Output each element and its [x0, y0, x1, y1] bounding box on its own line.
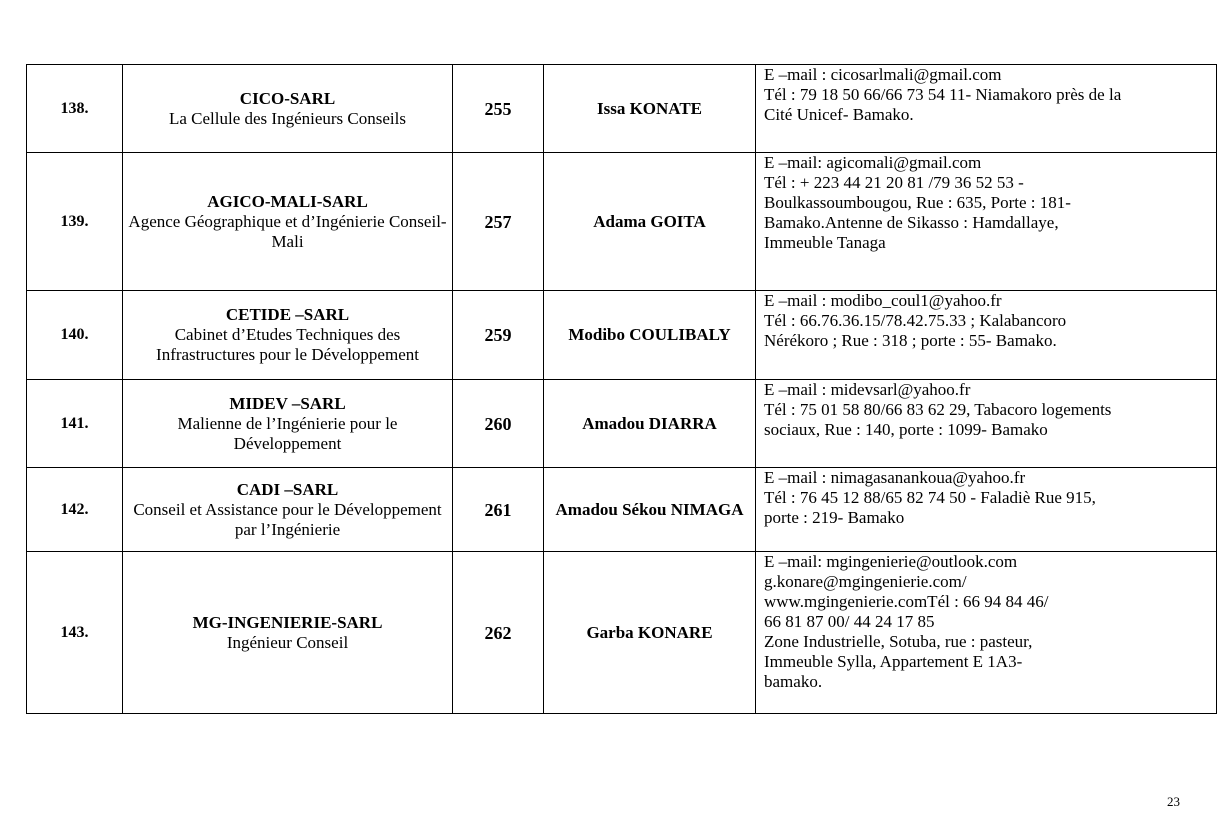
firm-full-name: La Cellule des Ingénieurs Conseils	[168, 108, 406, 128]
contact-line: Immeuble Tanaga	[764, 233, 886, 252]
firm-registry-table	[26, 64, 1217, 714]
contact-line: Immeuble Sylla, Appartement E 1A3-	[764, 652, 1023, 671]
row-number: 140.	[27, 291, 123, 380]
contact-line: Tél : + 223 44 21 20 81 /79 36 52 53 -	[764, 173, 1024, 192]
firm-cell	[123, 380, 453, 468]
manager-name: Garba KONARE	[544, 552, 756, 714]
firm-full-name: Conseil et Assistance pour le Développement par l’Ingénierie	[133, 499, 442, 539]
contact-line: E –mail : cicosarlmali@gmail.com	[764, 65, 1002, 84]
row-number: 142.	[27, 468, 123, 552]
contact-cell	[756, 65, 1217, 153]
agreement-number: 259	[453, 291, 544, 380]
table-row	[27, 380, 1217, 468]
contact-line: Boulkassoumbougou, Rue : 635, Porte : 181-	[764, 193, 1071, 212]
contact-line: Tél : 66.76.36.15/78.42.75.33 ; Kalabancoro	[764, 311, 1067, 330]
table-row	[27, 291, 1217, 380]
agreement-number: 261	[453, 468, 544, 552]
manager-name: Modibo COULIBALY	[544, 291, 756, 380]
contact-line: E –mail: mgingenierie@outlook.com	[764, 552, 1018, 571]
contact-line: g.konare@mgingenierie.com/	[764, 572, 967, 591]
contact-line: Tél : 75 01 58 80/66 83 62 29, Tabacoro logements	[764, 400, 1112, 419]
firm-full-name: Malienne de l’Ingénierie pour le Développement	[177, 413, 398, 453]
manager-name: Issa KONATE	[544, 65, 756, 153]
contact-line: E –mail : midevsarl@yahoo.fr	[764, 380, 971, 399]
firm-short-name: CICO-SARL	[239, 88, 336, 108]
contact-line: Bamako.Antenne de Sikasso : Hamdallaye,	[764, 213, 1059, 232]
table-row	[27, 153, 1217, 291]
firm-cell	[123, 552, 453, 714]
firm-full-name: Agence Géographique et d’Ingénierie Conseil- Mali	[128, 211, 447, 251]
contact-cell	[756, 552, 1217, 714]
manager-name: Amadou DIARRA	[544, 380, 756, 468]
agreement-number: 262	[453, 552, 544, 714]
contact-cell	[756, 468, 1217, 552]
firm-short-name: AGICO-MALI-SARL	[207, 191, 368, 211]
contact-line: 66 81 87 00/ 44 24 17 85	[764, 612, 935, 631]
firm-short-name: MG-INGENIERIE-SARL	[192, 612, 383, 632]
contact-line: Nérékoro ; Rue : 318 ; porte : 55- Bamako.	[764, 331, 1057, 350]
contact-line: www.mgingenierie.comTél : 66 94 84 46/	[764, 592, 1049, 611]
contact-cell	[756, 380, 1217, 468]
firm-short-name: CETIDE –SARL	[225, 305, 350, 324]
table-row	[27, 468, 1217, 552]
manager-name: Adama GOITA	[544, 153, 756, 291]
manager-name: Amadou Sékou NIMAGA	[544, 468, 756, 552]
contact-line: bamako.	[764, 672, 823, 691]
firm-full-name: Ingénieur Conseil	[226, 632, 349, 652]
contact-line: E –mail: agicomali@gmail.com	[764, 153, 982, 172]
contact-line: Cité Unicef- Bamako.	[764, 105, 914, 124]
firm-short-name: CADI –SARL	[236, 479, 339, 499]
row-number: 141.	[27, 380, 123, 468]
firm-cell	[123, 153, 453, 291]
contact-line: E –mail : modibo_coul1@yahoo.fr	[764, 291, 1002, 310]
row-number: 139.	[27, 153, 123, 291]
row-number: 143.	[27, 552, 123, 714]
table-row	[27, 552, 1217, 714]
contact-line: sociaux, Rue : 140, porte : 1099- Bamako	[764, 420, 1048, 439]
table-row	[27, 65, 1217, 153]
agreement-number: 257	[453, 153, 544, 291]
firm-cell	[123, 468, 453, 552]
firm-cell	[123, 291, 453, 380]
contact-line: Zone Industrielle, Sotuba, rue : pasteur,	[764, 632, 1033, 651]
contact-line: Tél : 79 18 50 66/66 73 54 11- Niamakoro près de la	[764, 85, 1122, 104]
firm-cell	[123, 65, 453, 153]
agreement-number: 260	[453, 380, 544, 468]
agreement-number: 255	[453, 65, 544, 153]
contact-line: porte : 219- Bamako	[764, 508, 905, 527]
contact-cell	[756, 153, 1217, 291]
contact-line: E –mail : nimagasanankoua@yahoo.fr	[764, 468, 1026, 487]
row-number: 138.	[27, 65, 123, 153]
page-number: 23	[1167, 794, 1180, 809]
firm-short-name: MIDEV –SARL	[229, 393, 346, 413]
firm-full-name: Cabinet d’Etudes Techniques des Infrastructures pour le Développement	[156, 325, 419, 364]
contact-cell	[756, 291, 1217, 380]
contact-line: Tél : 76 45 12 88/65 82 74 50 - Faladiè Rue 915,	[764, 488, 1096, 507]
